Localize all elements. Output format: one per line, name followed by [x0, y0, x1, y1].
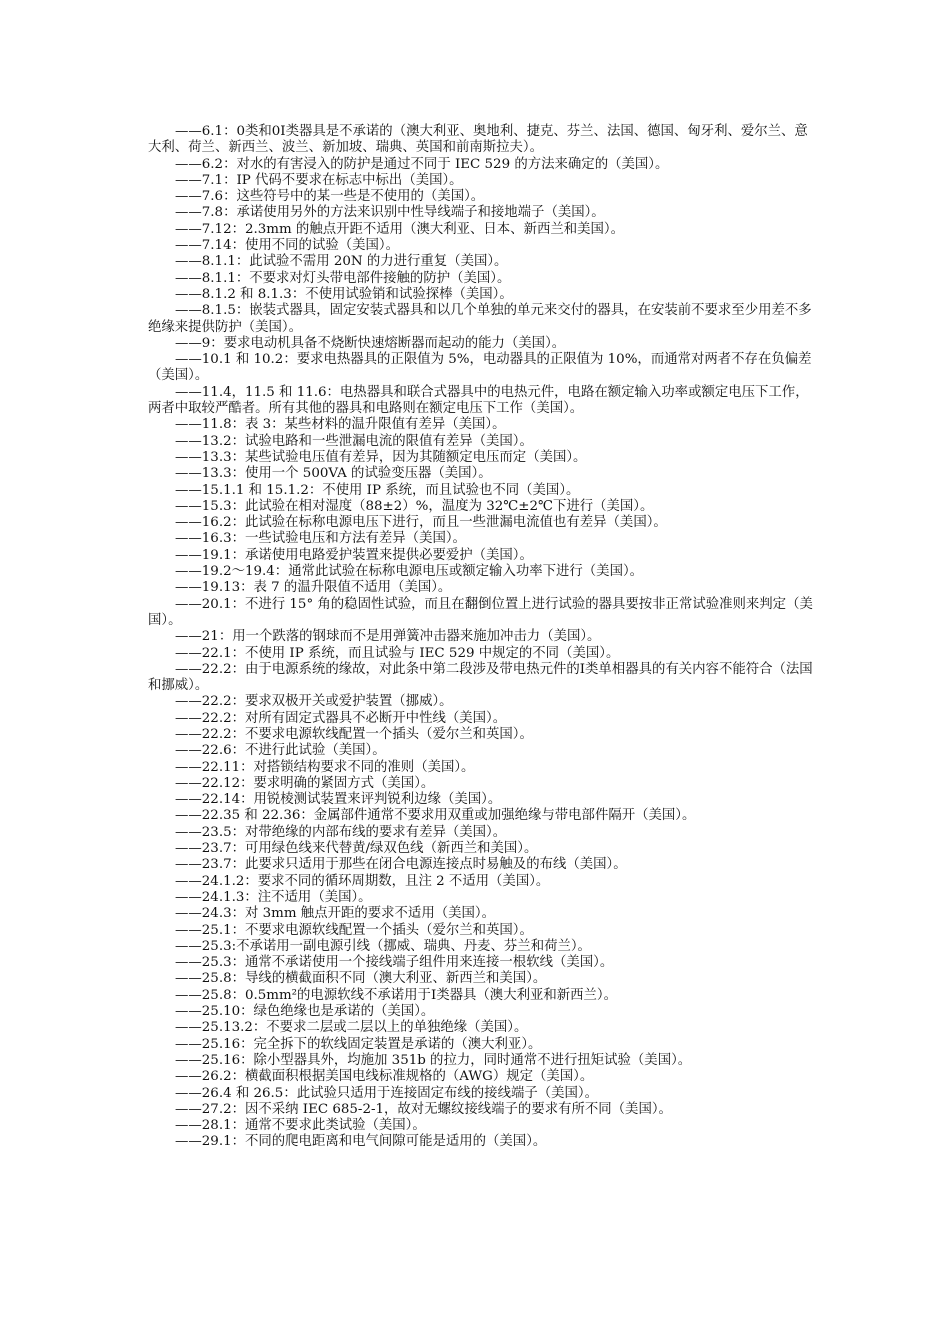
deviation-entry: ——11.8：表 3：某些材料的温升限值有差异（美国）。 — [175, 417, 506, 433]
deviation-entry: ——16.2：此试验在标称电源电压下进行，而且一些泄漏电流值也有差异（美国）。 — [175, 515, 667, 531]
deviation-entry: ——22.6：不进行此试验（美国）。 — [175, 743, 386, 759]
deviation-entry: ——24.1.3：注不适用（美国）。 — [175, 889, 372, 905]
deviation-entry: ——22.35 和 22.36：金属部件通常不要求用双重或加强绝缘与带电部件隔开（美国）。 — [175, 808, 696, 824]
deviation-entry: ——29.1：不同的爬电距离和电气间隙可能是适用的（美国）。 — [175, 1134, 547, 1150]
deviation-entry: ——28.1：通常不要求此类试验（美国）。 — [175, 1118, 426, 1134]
deviation-entry: ——22.2：由于电源系统的缘故，对此条中第二段涉及带电热元件的Ⅰ类单相器具的有关内容不能符合（法国和挪威）。 — [148, 661, 813, 694]
deviation-entry: ——7.8：承诺使用另外的方法来识别中性导线端子和接地端子（美国）。 — [175, 205, 605, 221]
deviation-entry: ——6.1：0类和0Ⅰ类器具是不承诺的（澳大利亚、奥地利、捷克、芬兰、法国、德国、匈牙利、爱尔兰、意大利、荷兰、新西兰、波兰、新加坡、瑞典、英国和前南斯拉夫）。 — [148, 124, 808, 156]
deviation-entry: ——22.2：要求双极开关或爱护装置（挪威）。 — [175, 694, 453, 710]
deviation-entry: ——23.7：此要求只适用于那些在闭合电源连接点时易触及的布线（美国）。 — [175, 857, 627, 873]
deviation-entry: ——25.3：通常不承诺使用一个接线端子组件用来连接一根软线（美国）。 — [175, 955, 614, 971]
deviation-entry: ——25.13.2：不要求二层或二层以上的单独绝缘（美国）。 — [175, 1020, 528, 1036]
deviation-entry: ——24.1.2：要求不同的循环周期数，且注 2 不适用（美国）。 — [175, 873, 550, 889]
deviation-entry: ——22.1：不使用 IP 系统，而且试验与 IEC 529 中规定的不同（美国）。 — [175, 645, 620, 661]
deviation-entry: ——22.2：不要求电源软线配置一个插头（爱尔兰和英国）。 — [175, 726, 533, 742]
deviation-entry: ——26.4 和 26.5：此试验只适用于连接固定布线的接线端子（美国）。 — [175, 1085, 598, 1101]
deviation-entry: ——26.2：横截面积根据美国电线标准规格的（AWG）规定（美国）。 — [175, 1069, 594, 1085]
deviation-entry: ——19.2～19.4：通常此试验在标称电源电压或额定输入功率下进行（美国）。 — [175, 564, 644, 580]
document-body — [148, 124, 820, 1151]
deviation-entry: ——8.1.5：嵌装式器具，固定安装式器具和以几个单独的单元来交付的器具，在安装前不要求至少用差不多绝缘来提供防护（美国）。 — [148, 303, 812, 335]
deviation-entry: ——22.11：对搭锁结构要求不同的准则（美国）。 — [175, 759, 475, 775]
deviation-entry: ——6.2：对水的有害浸入的防护是通过不同于 IEC 529 的方法来确定的（美国）。 — [175, 156, 669, 172]
deviation-entry: ——25.1：不要求电源软线配置一个插头（爱尔兰和英国）。 — [175, 922, 533, 938]
deviation-entry: ——21：用一个跌落的钢球而不是用弹簧冲击器来施加冲击力（美国）。 — [175, 629, 601, 645]
deviation-entry: ——15.3：此试验在相对湿度（88±2）%，温度为 32℃±2℃下进行（美国）。 — [175, 498, 654, 514]
deviation-entry: ——23.7：可用绿色线来代替黄/绿双色线（新西兰和美国）。 — [175, 841, 538, 857]
deviation-entry: ——15.1.1 和 15.1.2：不使用 IP 系统，而且试验也不同（美国）。 — [175, 482, 580, 498]
deviation-entry: ——8.1.1：不要求对灯头带电部件接触的防护（美国）。 — [175, 270, 511, 286]
deviation-entry: ——11.4，11.5 和 11.6：电热器具和联合式器具中的电热元件，电路在额定输入功率或额定电压下工作，两者中取较严酷者。所有其他的器具和电路则在额定电压下工作（美国）。 — [148, 384, 809, 417]
deviation-entry: ——7.1：IP 代码不要求在标志中标出（美国）。 — [175, 172, 463, 188]
deviation-entry: ——25.16：完全拆下的软线固定装置是承诺的（澳大利亚）。 — [175, 1036, 542, 1052]
deviation-entry: ——7.6：这些符号中的某一些是不使用的（美国）。 — [175, 189, 485, 205]
deviation-entry: ——9：要求电动机具备不烧断快速熔断器而起动的能力（美国）。 — [175, 335, 566, 351]
deviation-entry: ——25.16：除小型器具外，均施加 351b 的拉力，同时通常不进行扭矩试验（美国）。 — [175, 1052, 692, 1068]
deviation-entry: ——22.14：用锐棱测试装置来评判锐利边缘（美国）。 — [175, 792, 502, 808]
deviation-entry: ——19.13：表 7 的温升限值不适用（美国）。 — [175, 580, 452, 596]
deviation-entry: ——10.1 和 10.2：要求电热器具的正限值为 5%，电动器具的正限值为 10%，而通常对两者不存在负偏差（美国）。 — [148, 352, 812, 384]
deviation-entry: ——23.5：对带绝缘的内部布线的要求有差异（美国）。 — [175, 824, 507, 840]
deviation-entry: ——8.1.2 和 8.1.3：不使用试验销和试验探棒（美国）。 — [175, 286, 513, 302]
deviation-entry: ——7.14：使用不同的试验（美国）。 — [175, 238, 399, 254]
deviation-entry: ——25.10：绿色绝缘也是承诺的（美国）。 — [175, 1004, 435, 1020]
deviation-entry: ——27.2：因不采纳 IEC 685-2-1，故对无螺纹接线端子的要求有所不同（美国）。 — [175, 1101, 672, 1117]
deviation-entry: ——25.8：导线的横截面积不同（澳大利亚、新西兰和美国）。 — [175, 971, 547, 987]
deviation-entry: ——22.12：要求明确的紧固方式（美国）。 — [175, 775, 435, 791]
deviation-entry: ——13.3：使用一个 500VA 的试验变压器（美国）。 — [175, 466, 492, 482]
deviation-entry: ——16.3：一些试验电压和方法有差异（美国）。 — [175, 531, 466, 547]
deviation-entry: ——13.2：试验电路和一些泄漏电流的限值有差异（美国）。 — [175, 433, 533, 449]
deviation-entry: ——7.12：2.3mm 的触点开距不适用（澳大利亚、日本、新西兰和美国）。 — [175, 221, 624, 237]
deviation-entry: ——20.1：不进行 15° 角的稳固性试验，而且在翻倒位置上进行试验的器具要按非正常试验准则来判定（美国）。 — [148, 596, 813, 628]
deviation-entry: ——24.3：对 3mm 触点开距的要求不适用（美国）。 — [175, 906, 495, 922]
deviation-entry: ——22.2：对所有固定式器具不必断开中性线（美国）。 — [175, 710, 507, 726]
deviation-entry: ——13.3：某些试验电压值有差异，因为其随额定电压而定（美国）。 — [175, 449, 587, 465]
deviation-entry: ——25.8：0.5mm²的电源软线不承诺用于Ⅰ类器具（澳大利亚和新西兰）。 — [175, 987, 618, 1003]
deviation-entry: ——8.1.1：此试验不需用 20N 的力进行重复（美国）。 — [175, 254, 508, 270]
deviation-entry: ——19.1：承诺使用电路爱护装置来提供必要爱护（美国）。 — [175, 547, 533, 563]
deviation-entry: ——25.3:不承诺用一副电源引线（挪威、瑞典、丹麦、芬兰和荷兰）。 — [175, 938, 591, 954]
